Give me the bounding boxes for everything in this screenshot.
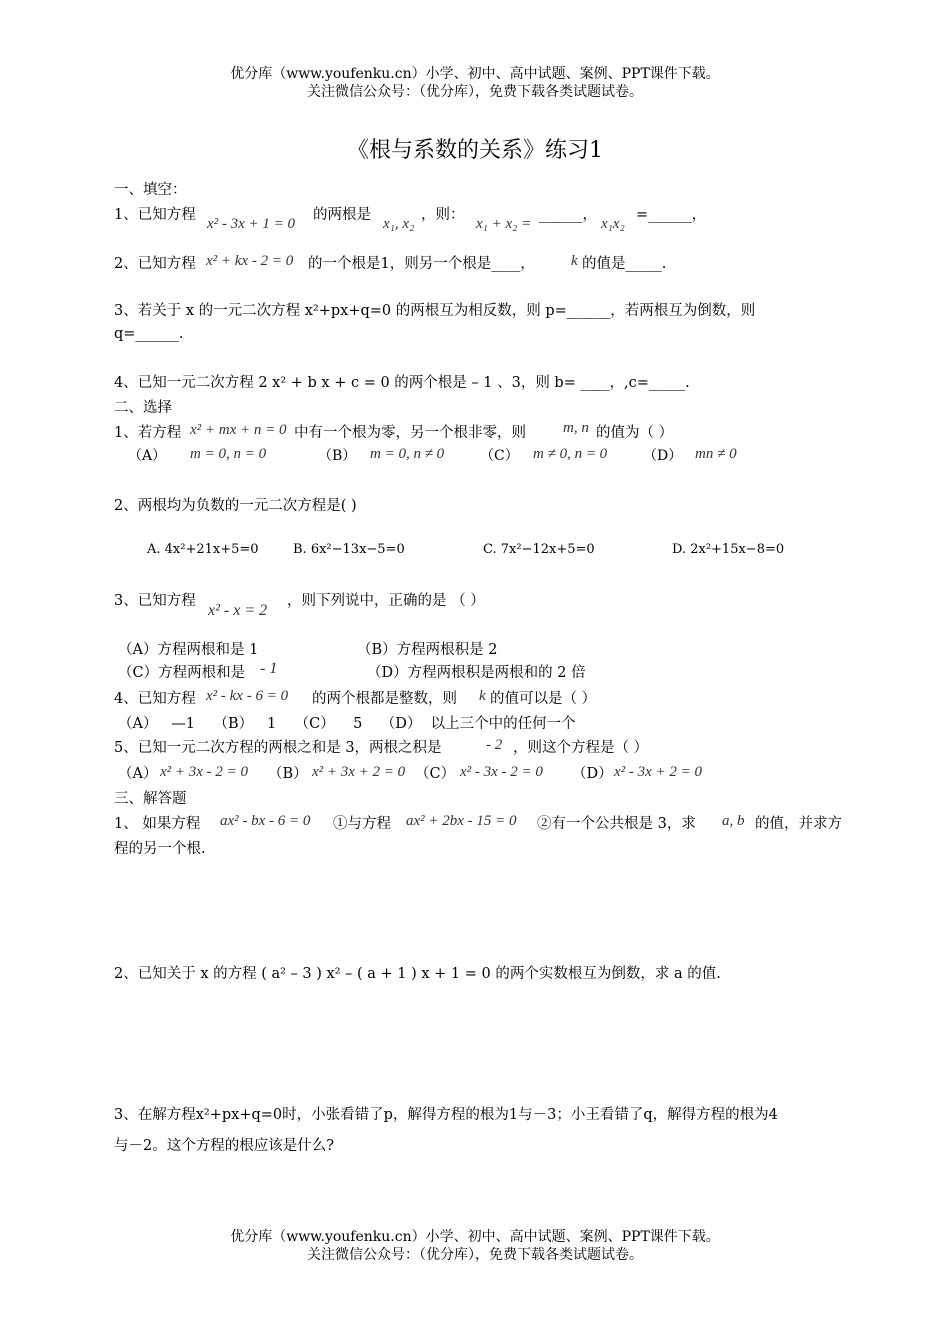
question-3-3-line-2: 与－2。这个方程的根应该是什么? (114, 1138, 334, 1154)
question-1-1-equation: x² - 3x + 1 = 0 (207, 216, 296, 232)
header-line-1: 优分库（www.youfenku.cn）小学、初中、高中试题、案例、PPT课件下载。 (230, 66, 720, 82)
question-1-1-text: 的两根是 (313, 207, 371, 223)
question-1-2-text: 的一个根是1，则另一个根是____， (308, 256, 535, 272)
question-1-1-blank-product: =______， (636, 207, 707, 223)
option-2-5-a-label: （A） (118, 766, 158, 782)
page-title: 《根与系数的关系》练习1 (347, 138, 603, 163)
question-3-1-text-2: ②有一个公共根是 3，求 (537, 816, 696, 832)
option-2-1-a-label: （A） (128, 448, 167, 464)
question-1-1-roots: x₁, x₂ (383, 216, 415, 232)
question-2-5-prefix: 5、已知一元二次方程的两根之和是 3，两根之积是 (114, 740, 442, 756)
question-3-3-line-1: 3、在解方程x²+px+q=0时，小张看错了p，解得方程的根为1与－3；小王看错了q，解得方程的根为4 (114, 1107, 778, 1123)
option-2-3-c: （C）方程两根和是 (118, 665, 246, 681)
question-3-1-equation-1: ax² - bx - 6 = 0 (220, 813, 311, 829)
option-2-5-c-label: （C） (415, 766, 456, 782)
section-heading-choice: 二、选择 (114, 400, 172, 416)
option-2-1-d-label: （D） (643, 448, 683, 464)
option-2-2-d: D. 2x²+15x−8=0 (672, 542, 785, 557)
question-2-3-equation: x² - x = 2 (208, 602, 268, 619)
question-1-4: 4、已知一元二次方程 2 x² + b x + c = 0 的两个根是 – 1 、3，则 b= ____，,c=_____. (114, 375, 690, 391)
question-1-2-prefix: 2、已知方程 (114, 256, 196, 272)
question-3-1-prefix: 1、 如果方程 (114, 816, 201, 832)
question-2-1-equation: x² + mx + n = 0 (190, 422, 287, 438)
question-1-2-k: k (571, 253, 578, 269)
option-2-1-a-expr: m = 0, n = 0 (190, 446, 267, 462)
question-2-4-prefix: 4、已知方程 (114, 691, 196, 707)
option-2-1-b-expr: m = 0, n ≠ 0 (370, 446, 445, 462)
option-2-1-c-expr: m ≠ 0, n = 0 (533, 446, 608, 462)
option-2-5-c-expr: x² - 3x - 2 = 0 (460, 764, 543, 780)
question-2-4-equation: x² - kx - 6 = 0 (206, 688, 289, 704)
option-2-5-a-expr: x² + 3x - 2 = 0 (160, 764, 249, 780)
question-3-1-ab: a, b (722, 813, 745, 829)
question-2-4-suffix: 的值可以是（ ） (490, 691, 597, 707)
footer-line-2: 关注微信公众号：（优分库），免费下载各类试题试卷。 (307, 1247, 643, 1263)
question-2-1-mn: m, n (563, 420, 589, 436)
question-1-1-blank-sum: ______， (539, 207, 597, 223)
options-2-4: （A） —1 （B） 1 （C） 5 （D） 以上三个中的任何一个 (118, 716, 576, 732)
question-2-4-text: 的两个根都是整数，则 (312, 691, 457, 707)
question-2-3-text: ，则下列说中，正确的是 （ ） (287, 593, 485, 609)
option-2-5-d-label: （D） (572, 766, 613, 782)
option-2-2-a: A. 4x²+21x+5=0 (147, 542, 259, 557)
question-3-1-line-2: 程的另一个根. (114, 841, 206, 857)
question-2-2: 2、两根均为负数的一元二次方程是( ) (114, 498, 357, 514)
option-2-5-d-expr: x² - 3x + 2 = 0 (614, 764, 703, 780)
option-2-3-d: （D）方程两根积是两根和的 2 倍 (367, 665, 586, 681)
question-2-1-suffix: 的值为（ ） (596, 425, 674, 441)
option-2-2-c: C. 7x²−12x+5=0 (483, 542, 595, 557)
question-2-3-prefix: 3、已知方程 (114, 593, 196, 609)
footer-line-1: 优分库（www.youfenku.cn）小学、初中、高中试题、案例、PPT课件下载。 (230, 1229, 720, 1245)
question-3-1-text-3: 的值，并求方 (755, 816, 842, 832)
question-2-5-suffix: ，则这个方程是（ ） (513, 740, 649, 756)
option-2-1-b-label: （B） (318, 448, 357, 464)
option-2-3-a: （A）方程两根和是 1 (118, 642, 259, 658)
question-2-1-text: 中有一个根为零，另一个根非零，则 (294, 425, 526, 441)
question-3-1-text: ①与方程 (333, 816, 391, 832)
section-heading-fill-in: 一、填空： (114, 182, 187, 198)
question-1-3-line-2: q=______. (114, 326, 184, 342)
option-2-1-c-label: （C） (480, 448, 519, 464)
header-line-2: 关注微信公众号：（优分库），免费下载各类试题试卷。 (307, 84, 643, 100)
question-1-2-equation: x² + kx - 2 = 0 (206, 253, 294, 269)
option-2-3-b: （B）方程两根积是 2 (357, 642, 498, 658)
option-2-3-c-value: - 1 (260, 660, 278, 677)
question-3-2: 2、已知关于 x 的方程 ( a² – 3 ) x² – ( a + 1 ) x + 1 = 0 的两个实数根互为倒数，求 a 的值. (114, 966, 721, 982)
option-2-2-b: B. 6x²−13x−5=0 (293, 542, 405, 557)
question-1-2-suffix: 的值是_____. (582, 256, 667, 272)
question-1-3-line-1: 3、若关于 x 的一元二次方程 x²+px+q=0 的两根互为相反数，则 p=______，若两根互为倒数，则 (114, 303, 756, 319)
question-3-1-equation-2: ax² + 2bx - 15 = 0 (406, 813, 517, 829)
question-1-1-then: ，则： (421, 207, 465, 223)
question-2-5-value: - 2 (486, 737, 503, 753)
option-2-5-b-expr: x² + 3x + 2 = 0 (312, 764, 406, 780)
option-2-5-b-label: （B） (268, 766, 308, 782)
question-1-1-prefix: 1、已知方程 (114, 207, 196, 223)
question-1-1-sum: x₁ + x₂ = (476, 216, 532, 232)
question-1-1-product: x₁x₂ (601, 216, 625, 232)
question-2-1-prefix: 1、若方程 (114, 425, 182, 441)
option-2-1-d-expr: mn ≠ 0 (695, 446, 737, 462)
question-2-4-k: k (479, 688, 486, 704)
section-heading-solve: 三、解答题 (114, 791, 187, 807)
